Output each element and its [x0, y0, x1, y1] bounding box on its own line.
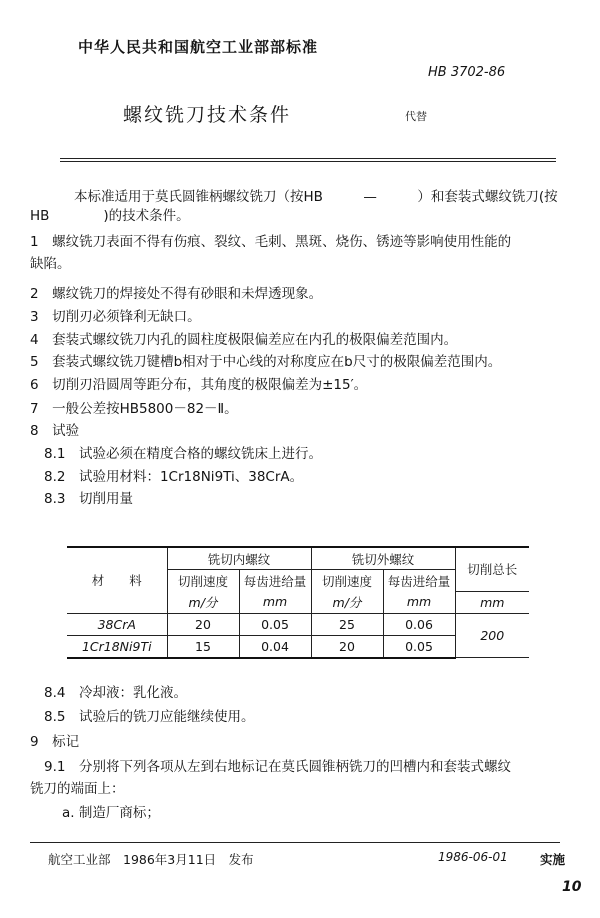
clause-8-5: 8.5 试验后的铣刀应能继续使用。	[44, 709, 255, 725]
body-line-1: 本标准适用于莫氏圆锥柄螺纹铣刀（按HB — ）和套装式螺纹铣刀(按	[74, 189, 558, 205]
total-length-header: 切削总长	[455, 547, 529, 591]
footer-rule	[30, 842, 560, 843]
outer-thread-header: 铣切外螺纹	[311, 547, 455, 570]
clause-7: 7 一般公差按HB5800－82－Ⅱ。	[30, 401, 238, 417]
outer-feed-unit: mm	[383, 591, 455, 613]
material-cell: 38CrA	[67, 613, 167, 635]
clause-4: 4 套装式螺纹铣刀内孔的圆柱度极限偏差应在内孔的极限偏差范围内。	[30, 332, 458, 348]
inner-feed-cell: 0.04	[239, 635, 311, 658]
outer-speed-cell: 25	[311, 613, 383, 635]
material-cell: 1Cr18Ni9Ti	[67, 635, 167, 658]
outer-speed-unit: m/分	[311, 591, 383, 613]
organization-title: 中华人民共和国航空工业部部标准	[78, 38, 319, 56]
clause-8: 8 试验	[30, 423, 80, 439]
clause-3: 3 切削刃必须锋利无缺口。	[30, 309, 201, 325]
body-line-2: HB )的技术条件。	[30, 208, 190, 224]
inner-speed-unit: m/分	[167, 591, 239, 613]
header-rule-bottom	[60, 161, 556, 162]
implementation-date: 1986-06-01	[438, 850, 508, 864]
issuer-note: 航空工业部 1986年3月11日 发布	[48, 852, 254, 867]
implementation-label: 实施	[540, 852, 566, 867]
inner-speed-label: 切削速度	[167, 570, 239, 592]
standard-number: HB 3702-86	[428, 65, 506, 80]
inner-speed-cell: 15	[167, 635, 239, 658]
clause-6: 6 切削刃沿圆周等距分布，其角度的极限偏差为±15′。	[30, 377, 368, 393]
cutting-parameters-table	[67, 546, 529, 659]
page-number: 10	[562, 879, 582, 895]
clause-8-1: 8.1 试验必须在精度合格的螺纹铣床上进行。	[44, 446, 322, 462]
outer-feed-cell: 0.05	[383, 635, 455, 658]
clause-8-4: 8.4 冷却液：乳化液。	[44, 685, 187, 701]
inner-feed-label: 每齿进给量	[239, 570, 311, 592]
table-row	[67, 613, 529, 635]
outer-feed-label: 每齿进给量	[383, 570, 455, 592]
clause-1: 1 螺纹铣刀表面不得有伤痕、裂纹、毛刺、黑斑、烧伤、锈迹等影响使用性能的	[30, 234, 512, 250]
clause-9-1-a: a. 制造厂商标；	[62, 805, 160, 821]
outer-speed-label: 切削速度	[311, 570, 383, 592]
inner-speed-cell: 20	[167, 613, 239, 635]
clause-8-3: 8.3 切削用量	[44, 491, 133, 507]
inner-thread-header: 铣切内螺纹	[167, 547, 311, 570]
clause-9-1-cont: 铣刀的端面上：	[30, 781, 125, 797]
clause-9-1: 9.1 分别将下列各项从左到右地标记在莫氏圆锥柄铣刀的凹槽内和套装式螺纹	[44, 759, 511, 775]
outer-feed-cell: 0.06	[383, 613, 455, 635]
inner-feed-unit: mm	[239, 591, 311, 613]
clause-2: 2 螺纹铣刀的焊接处不得有砂眼和未焊透现象。	[30, 286, 323, 302]
clause-9: 9 标记	[30, 734, 80, 750]
clause-8-2: 8.2 试验用材料：1Cr18Ni9Ti、38CrA。	[44, 469, 304, 485]
material-header: 材 料	[67, 547, 167, 613]
inner-feed-cell: 0.05	[239, 613, 311, 635]
document-title: 螺纹铣刀技术条件	[123, 104, 292, 126]
replaces-note: 代替	[405, 110, 427, 123]
outer-speed-cell: 20	[311, 635, 383, 658]
table-header-row-1	[67, 547, 529, 570]
clause-5: 5 套装式螺纹铣刀键槽b相对于中心线的对称度应在b尺寸的极限偏差范围内。	[30, 354, 502, 370]
clause-1-cont: 缺陷。	[30, 256, 71, 272]
total-length-unit: mm	[455, 591, 529, 613]
total-length-value: 200	[455, 613, 529, 658]
header-rule-top	[60, 158, 556, 159]
